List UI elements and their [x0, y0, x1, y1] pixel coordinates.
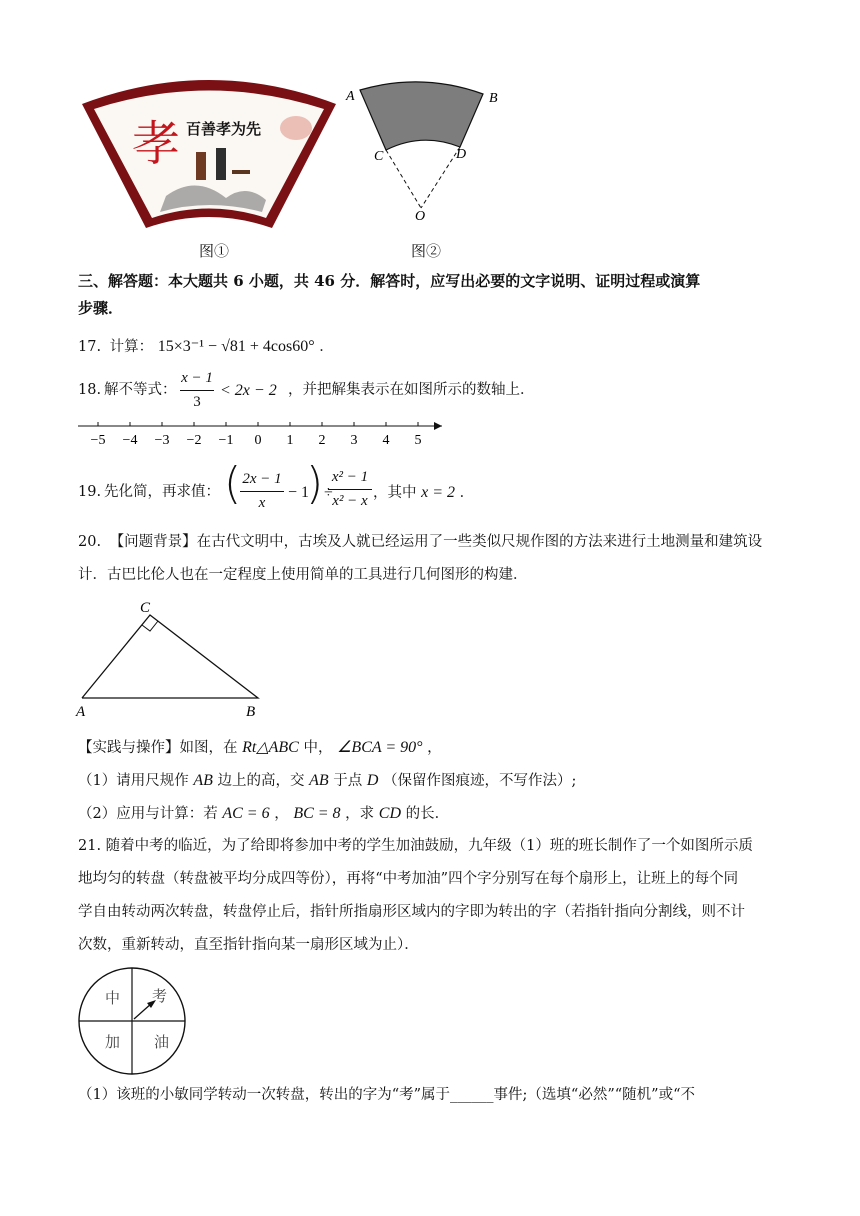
- spinner-zhong: 中: [105, 991, 121, 1007]
- q19-tail-pre: ，其中: [373, 485, 417, 501]
- triangle-figure: [72, 598, 272, 720]
- section-heading: 三、解答题：本大题共 6 小题，共 46 分．解答时，应写出必要的文字说明、证明过程或演算: [78, 272, 701, 290]
- q19-f1-numerator: 2x − 1: [242, 471, 282, 487]
- number-line-tick-label: 0: [254, 433, 262, 448]
- q17: [78, 339, 334, 355]
- q20-p1-ab2: AB: [309, 772, 329, 789]
- q19-condition: x = 2: [421, 484, 456, 501]
- q18-denominator: 3: [193, 394, 201, 410]
- q19-right-paren: ): [306, 458, 324, 509]
- q20-p2-ac: AC = 6: [222, 805, 270, 822]
- q18-number: 18.: [78, 382, 102, 398]
- number-line-tick-label: 1: [286, 433, 294, 448]
- q19-tail: [373, 485, 474, 501]
- section-heading-cont: 步骤．: [78, 299, 124, 317]
- spinner-you: 油: [154, 1035, 170, 1051]
- q20-p1-ab: AB: [193, 772, 213, 789]
- q17-label: 计算：: [109, 339, 154, 355]
- number-line-tick-label: 2: [318, 433, 326, 448]
- q20-background: [78, 535, 762, 550]
- q20-number: 20.: [78, 534, 102, 550]
- q20-p2-end: 的长．: [405, 806, 450, 822]
- q21-line3: 学自由转动两次转盘，转盘停止后，指针所指扇形区域内的字即为转出的字（若指针指向分割线，则不计: [78, 904, 745, 920]
- number-line-tick-label: −3: [154, 433, 170, 448]
- q20-line2: 计．古巴比伦人也在一定程度上使用简单的工具进行几何图形的构建．: [78, 567, 528, 583]
- q20-practice-angle: ∠BCA = 90°: [337, 739, 423, 756]
- q19-divide: ÷: [324, 484, 333, 501]
- label-d: D: [456, 147, 467, 162]
- label-a: A: [346, 89, 355, 104]
- spinner-kao: 考: [152, 989, 168, 1005]
- q19-minus-one: − 1: [288, 484, 310, 501]
- label-c: C: [374, 149, 384, 164]
- q20-p1-mid: 边上的高，交: [217, 773, 305, 789]
- q19-f2-denominator: x² − x: [332, 493, 368, 509]
- q20-p2-cd: CD: [378, 805, 402, 822]
- sector-figure: [340, 80, 510, 225]
- number-line: [76, 418, 448, 448]
- q20-practice-pre: 【实践与操作】如图，在: [78, 740, 238, 756]
- label-b: B: [489, 91, 498, 106]
- fig2-caption: 图②: [411, 242, 442, 260]
- q18-numerator: x − 1: [181, 370, 213, 386]
- q20-part1: [78, 773, 576, 789]
- tri-label-a: A: [76, 704, 86, 720]
- q18-label: 解不等式：: [104, 382, 177, 398]
- fan-big-char: 孝: [132, 118, 181, 171]
- q19-fraction2: [328, 469, 372, 510]
- q20-part2: [78, 806, 449, 822]
- q19-label: 先化简，再求值：: [104, 484, 220, 500]
- q18-rhs: < 2x − 2: [220, 382, 277, 399]
- q19-f2-numerator: x² − 1: [331, 469, 369, 485]
- tri-label-b: B: [246, 704, 256, 720]
- q20-line1: 【问题背景】在古代文明中，古埃及人就已经运用了一些类似尺规作图的方法来进行土地测量和建筑设: [109, 534, 763, 550]
- q21-line2: 地均匀的转盘（转盘被平均分成四等份），再将“中考加油”四个字分别写在每个扇形上，让班上的每个同: [78, 871, 739, 887]
- number-line-tick-label: 5: [414, 433, 422, 448]
- number-line-tick-label: 3: [350, 433, 358, 448]
- q19-fraction1: [240, 471, 284, 512]
- q20-p1-mid2: 于点: [333, 773, 363, 789]
- q20-practice-end: ，: [427, 740, 442, 756]
- spinner-figure: [76, 965, 188, 1077]
- q21-sub1: （1）该班的小敏同学转动一次转盘，转出的字为“考”属于______事件;（选填“必然”“随机”或“不: [78, 1087, 695, 1103]
- q20-practice-mid: 中，: [303, 740, 333, 756]
- q19-number: 19.: [78, 484, 102, 500]
- q18-fraction: [180, 370, 214, 411]
- number-line-tick-label: −2: [186, 433, 202, 448]
- number-line-tick-label: −4: [122, 433, 138, 448]
- q20-p2-bc: BC = 8: [293, 805, 341, 822]
- number-line-tick-label: −1: [218, 433, 234, 448]
- label-o: O: [415, 209, 426, 224]
- q19-left-paren: (: [224, 458, 242, 509]
- fan-title: 百善孝为先: [186, 122, 262, 138]
- q18-tail: ，并把解集表示在如图所示的数轴上．: [288, 382, 535, 398]
- q20-p1-end: （保留作图痕迹，不写作法）;: [383, 773, 577, 789]
- q21-line4: 次数，重新转动，直至指针指向某一扇形区域为止）．: [78, 937, 419, 953]
- q21-line1: 21. 随着中考的临近，为了给即将参加中考的学生加油鼓励，九年级（1）班的班长制作了一个如图所示质: [78, 838, 753, 854]
- q20-practice-triangle: Rt△ABC: [242, 739, 299, 756]
- number-line-tick-label: 4: [382, 433, 390, 448]
- number-line-tick-label: −5: [90, 433, 106, 448]
- q20-p2-mid: ，求: [345, 806, 375, 822]
- q20-p1-pre: （1）请用尺规作: [78, 773, 189, 789]
- q17-number: 17.: [78, 339, 102, 355]
- q17-end: ．: [319, 339, 334, 355]
- shaded-region: [360, 82, 483, 150]
- q20-practice: [78, 740, 442, 756]
- fan-illustration: [76, 78, 342, 238]
- fig1-caption: 图①: [199, 242, 230, 260]
- q17-expression: 15×3⁻¹ − √81 + 4cos60°: [157, 338, 315, 355]
- q19-f1-denominator: x: [258, 495, 266, 511]
- q20-p2-sep: ，: [274, 806, 289, 822]
- fan-figure: [76, 78, 342, 238]
- q20-p2-pre: （2）应用与计算：若: [78, 806, 218, 822]
- q20-p1-d: D: [366, 772, 379, 789]
- spinner-jia: 加: [105, 1035, 121, 1051]
- tri-label-c: C: [140, 600, 151, 616]
- q19-tail-end: ．: [459, 485, 475, 501]
